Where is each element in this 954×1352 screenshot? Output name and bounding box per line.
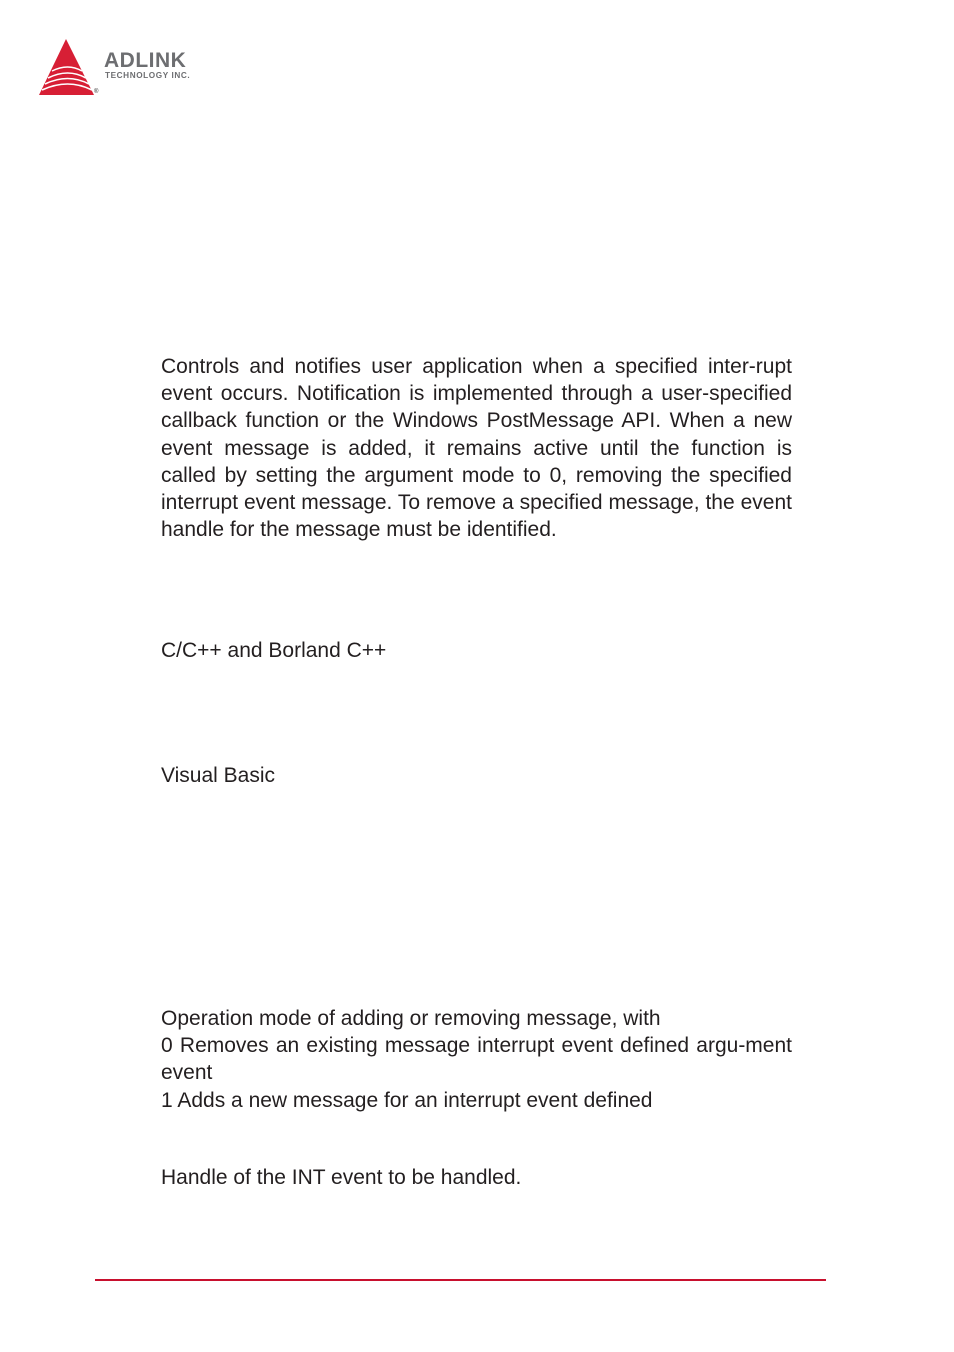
logo-subtitle: TECHNOLOGY INC. — [105, 71, 191, 80]
mode-option-0: 0 Removes an existing message interrupt event defined argu-ment event — [161, 1034, 792, 1085]
footer-divider — [95, 1279, 826, 1281]
mode-description: Operation mode of adding or removing message, with — [161, 1007, 661, 1030]
function-description: Controls and notifies user application when a specified inter-rupt event occurs. Notification is implemented through a user-specified callback function or the Windows PostMessage API. When a new event message is added, it remains active until the function is called by setting the argument mode to 0, removing the specified interrupt event message. To remove a specified message, the event handle for the message must be identified. — [161, 355, 792, 542]
adlink-logo — [38, 38, 238, 100]
registered-mark: ® — [94, 89, 99, 95]
logo-triangle-icon — [38, 38, 98, 98]
mode-parameter — [161, 1005, 792, 1114]
logo-wordmark: ADLINK — [104, 49, 187, 72]
syntax-vb-label: Visual Basic — [161, 764, 276, 787]
mode-option-1: 1 Adds a new message for an interrupt event defined — [161, 1088, 653, 1112]
syntax-c-label: C/C++ and Borland C++ — [161, 639, 387, 662]
event-parameter-description: Handle of the INT event to be handled. — [161, 1166, 522, 1189]
